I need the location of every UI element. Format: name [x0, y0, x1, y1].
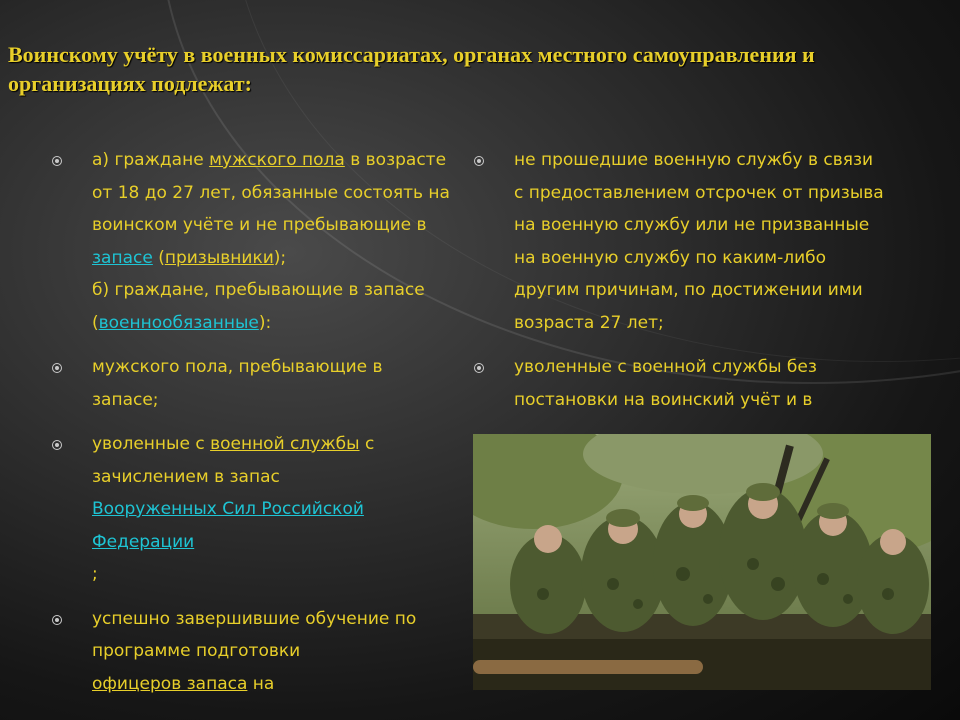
link-reserve[interactable]: запасе: [92, 247, 153, 268]
bullet-icon: [52, 156, 62, 166]
bullet-icon: [52, 440, 62, 450]
link-conscripts[interactable]: призывники: [164, 247, 274, 268]
bullet-icon: [52, 615, 62, 625]
link-armed-forces[interactable]: Вооруженных Сил Российской Федерации: [92, 499, 364, 552]
link-reserve-officers[interactable]: офицеров запаса: [92, 673, 248, 694]
list-item: не прошедшие военную службу в связи с предоставлением отсрочек от призыва на военную службу или не призванные на военную службу по каким-либо другим причинам, по достижении ими возраста 27 лет;: [474, 144, 884, 339]
list-item: уволенные с военной службы без постановки на воинский учёт и в: [474, 351, 884, 643]
list-item: а) граждане мужского пола в возрасте от 18 до 27 лет, обязанные состоять на воинском учёте и не пребывающие в запасе (призывники); б) граждане, пребывающие в запасе (военнообязанные):: [52, 144, 452, 339]
list-item: успешно завершившие обучение по программе подготовки офицеров запаса на: [52, 603, 452, 701]
link-male-sex[interactable]: мужского пола: [209, 150, 345, 170]
list-item: уволенные с военной службы с зачислением в запас Вооруженных Сил Российской Федерации ;: [52, 428, 452, 591]
bullet-icon: [52, 363, 62, 373]
bullet-icon: [474, 363, 484, 373]
left-column: [52, 144, 452, 712]
list-item: мужского пола, пребывающие в запасе;: [52, 351, 452, 416]
item-subline: б) граждане, пребывающие в запасе: [92, 280, 425, 300]
bullet-icon: [474, 156, 484, 166]
link-reservists[interactable]: военнообязанные: [98, 312, 259, 333]
slide-title: Воинскому учёту в военных комиссариатах, органах местного самоуправления и организациях подлежат:: [8, 42, 815, 96]
soldiers-on-armored-vehicle-photo: [473, 434, 931, 690]
link-military-service[interactable]: военной службы: [210, 434, 360, 454]
